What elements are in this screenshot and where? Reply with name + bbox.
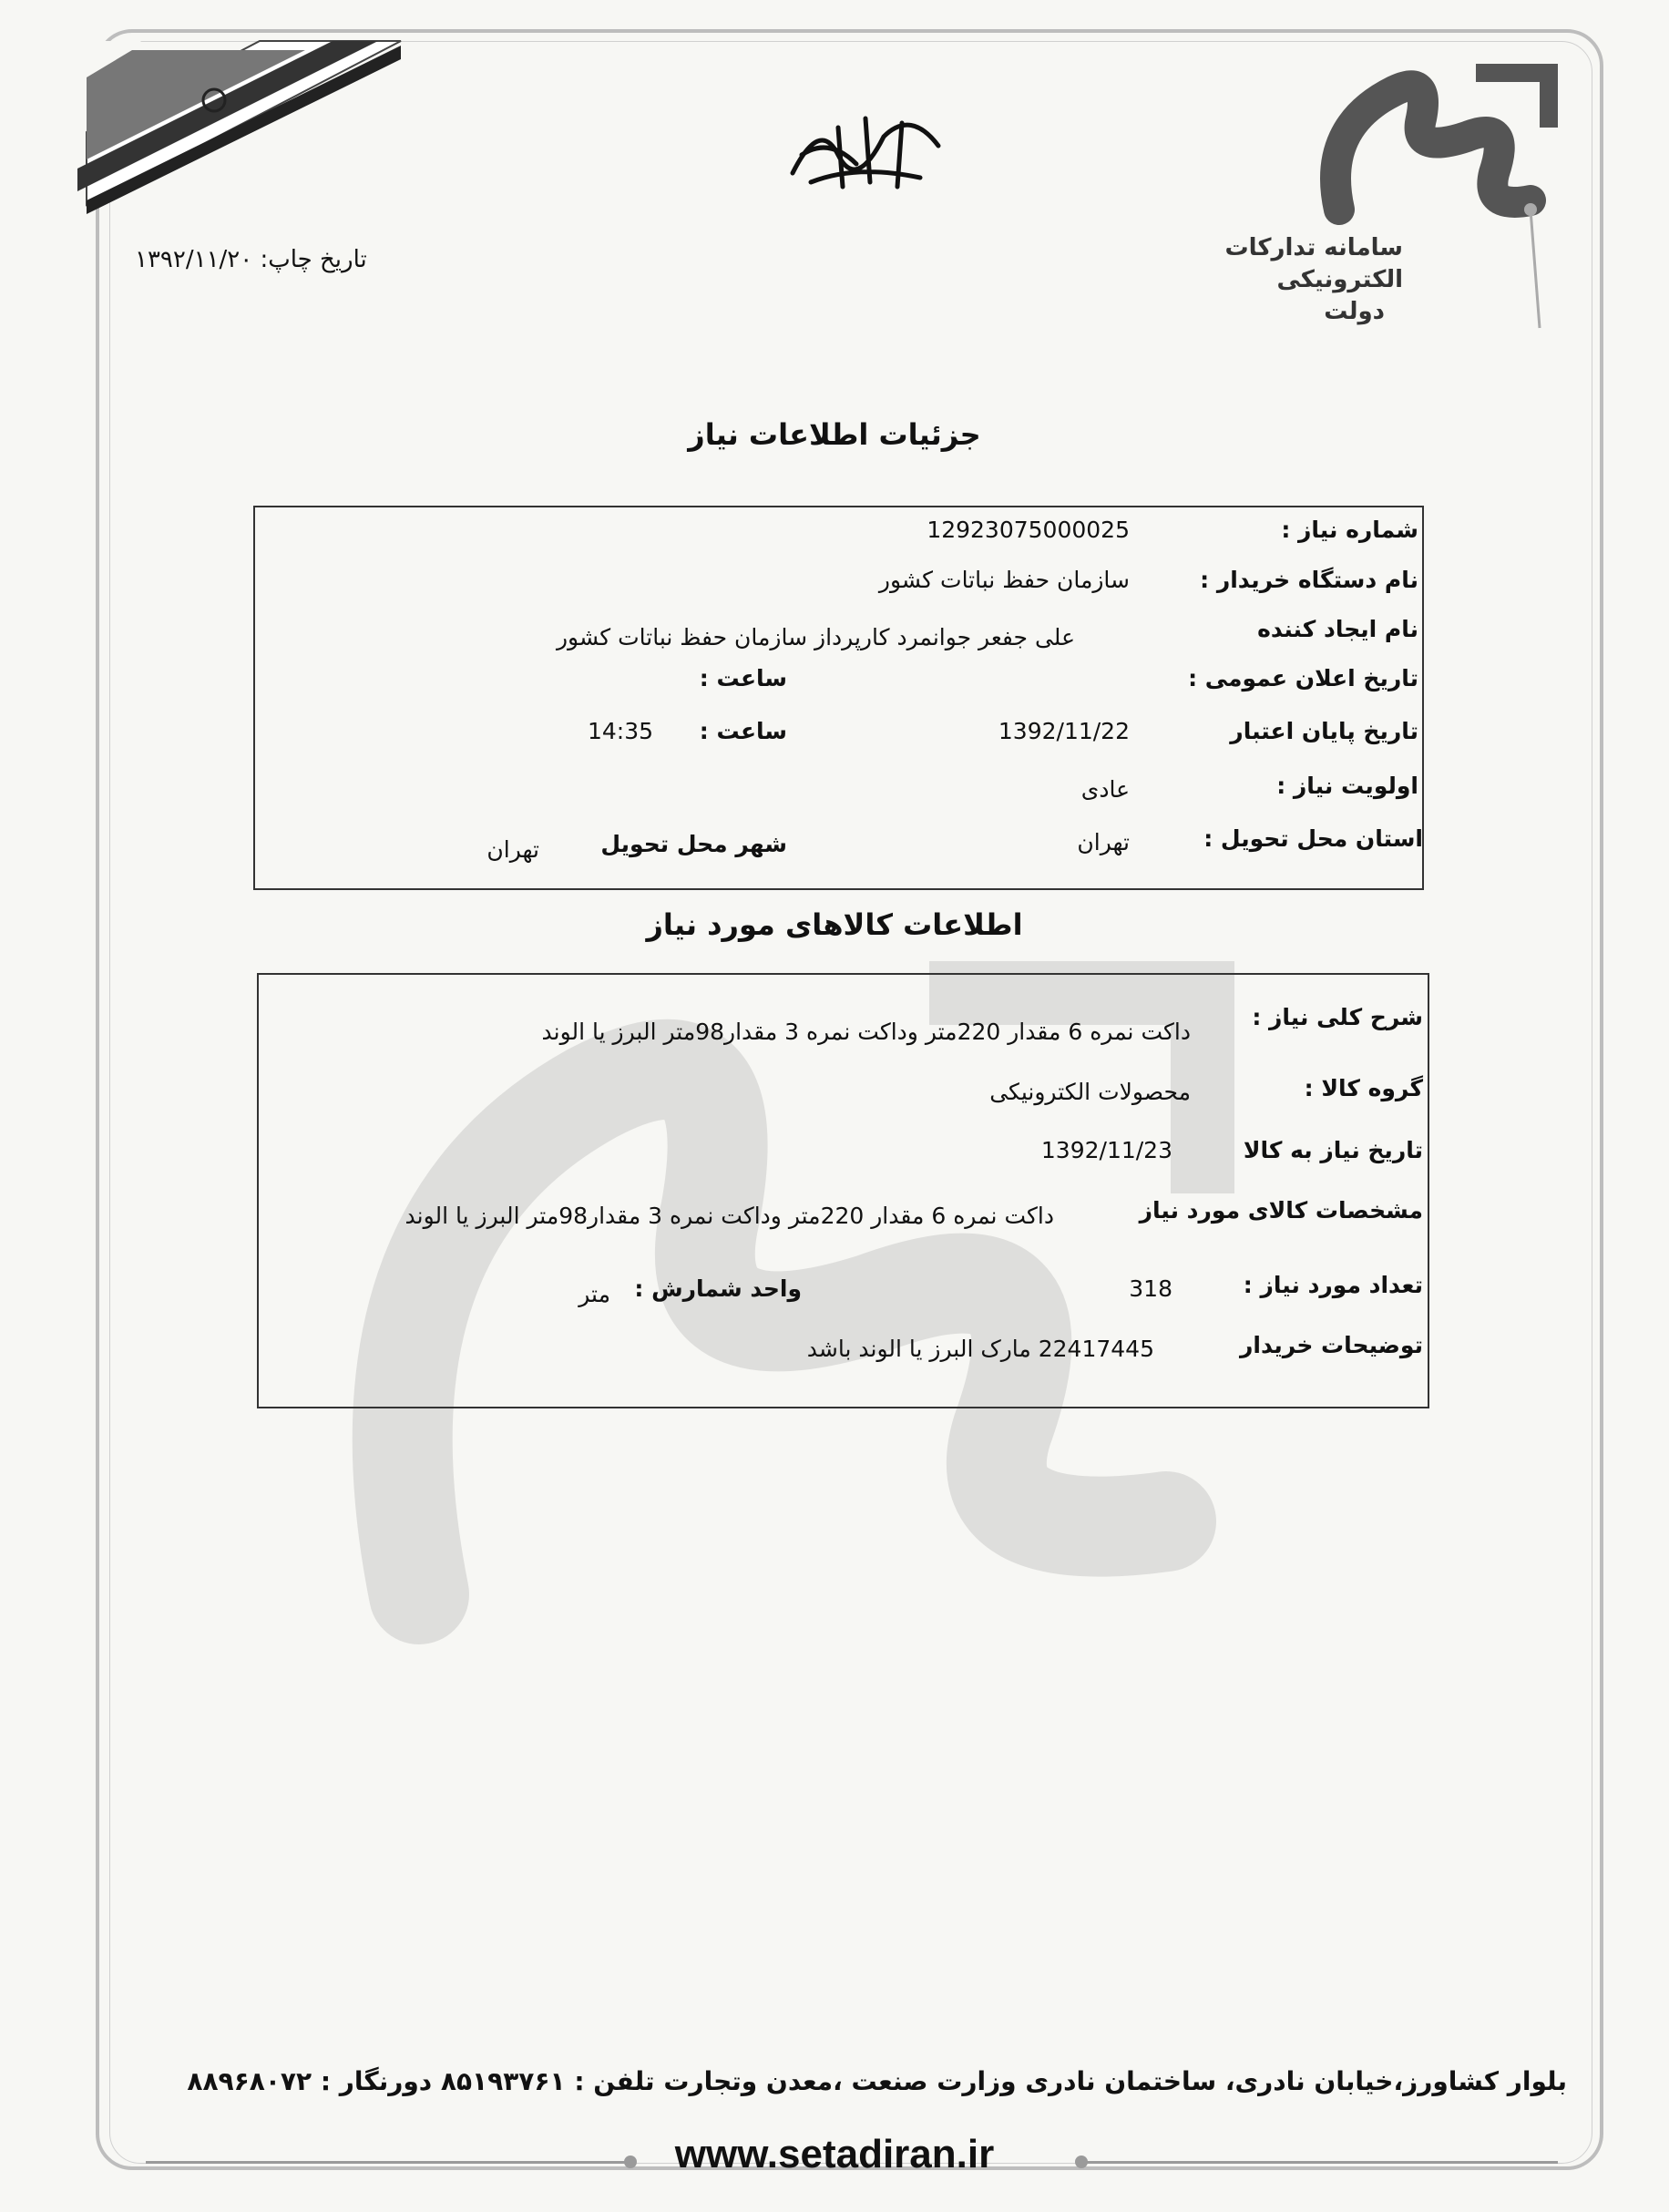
svg-text:سامانه تدارکات: سامانه تدارکات [1224, 234, 1403, 261]
expiry-time-label: ساعت : [699, 718, 787, 744]
footer-line-right [1084, 2161, 1558, 2164]
notes-value: 22417445 مارک البرز یا الوند باشد [806, 1336, 1154, 1362]
expiry-label: تاریخ پایان اعتبار [1230, 718, 1418, 744]
desc-value: داکت نمره 6 مقدار 220متر وداکت نمره 3 مقدار98متر البرز یا الوند [541, 1019, 1191, 1045]
iran-flag-icon [77, 41, 405, 196]
besmellah-calligraphy [783, 100, 957, 196]
group-value: محصولات الکترونیکی [989, 1079, 1191, 1105]
need-date-label: تاریخ نیاز به کالا [1243, 1137, 1423, 1163]
qty-value: 318 [1129, 1275, 1172, 1302]
unit-value: متر [579, 1281, 610, 1307]
expiry-date-value: 1392/11/22 [998, 718, 1130, 744]
desc-label: شرح کلی نیاز : [1252, 1004, 1423, 1030]
expiry-time-value: 14:35 [587, 718, 653, 744]
setad-logo-icon [1224, 55, 1567, 328]
qty-label: تعداد مورد نیاز : [1243, 1272, 1423, 1298]
public-time-label: ساعت : [699, 665, 787, 691]
creator-value: علی جفعر جوانمرد کارپرداز سازمان حفظ نباتات کشور [556, 624, 1075, 650]
need-number-value: 12923075000025 [927, 517, 1130, 543]
spec-value: داکت نمره 6 مقدار 220متر وداکت نمره 3 مقدار98متر البرز یا الوند [404, 1203, 1054, 1229]
priority-value: عادی [1080, 776, 1130, 803]
svg-text:دولت: دولت [1324, 298, 1385, 325]
priority-label: اولویت نیاز : [1276, 773, 1418, 799]
footer-url[interactable]: www.setadiran.ir [674, 2132, 995, 2176]
province-label: استان محل تحویل : [1203, 825, 1423, 852]
buyer-value: سازمان حفظ نباتات کشور [878, 567, 1130, 593]
need-number-label: شماره نیاز : [1281, 517, 1418, 543]
unit-label: واحد شمارش : [634, 1275, 802, 1302]
section2-title: اطلاعات کالاهای مورد نیاز [646, 907, 1023, 942]
print-date: تاریخ چاپ: ۱۳۹۲/۱۱/۲۰ [135, 246, 367, 273]
footer-address: بلوار کشاورز،خیابان نادری، ساختمان نادری وزارت صنعت ،معدن وتجارت تلفن : ۸۵۱۹۳۷۶۱ دورنگار : ۸۸۹۶۸۰۷۲ [187, 2066, 1567, 2096]
group-label: گروه کالا : [1304, 1075, 1423, 1101]
section1-title: جزئیات اطلاعات نیاز [688, 417, 981, 452]
city-value: تهران [486, 836, 539, 863]
creator-label: نام ایجاد کننده [1257, 616, 1418, 642]
need-date-value: 1392/11/23 [1040, 1137, 1172, 1163]
spec-label: مشخصات کالای مورد نیاز [1139, 1197, 1423, 1224]
notes-label: توضیحات خریدار [1239, 1332, 1423, 1358]
province-value: تهران [1077, 829, 1130, 855]
public-date-label: تاریخ اعلان عمومی : [1188, 665, 1418, 691]
city-label: شهر محل تحویل [600, 831, 787, 857]
buyer-label: نام دستگاه خریدار : [1200, 567, 1418, 593]
svg-text:الکترونیکی: الکترونیکی [1276, 266, 1403, 293]
